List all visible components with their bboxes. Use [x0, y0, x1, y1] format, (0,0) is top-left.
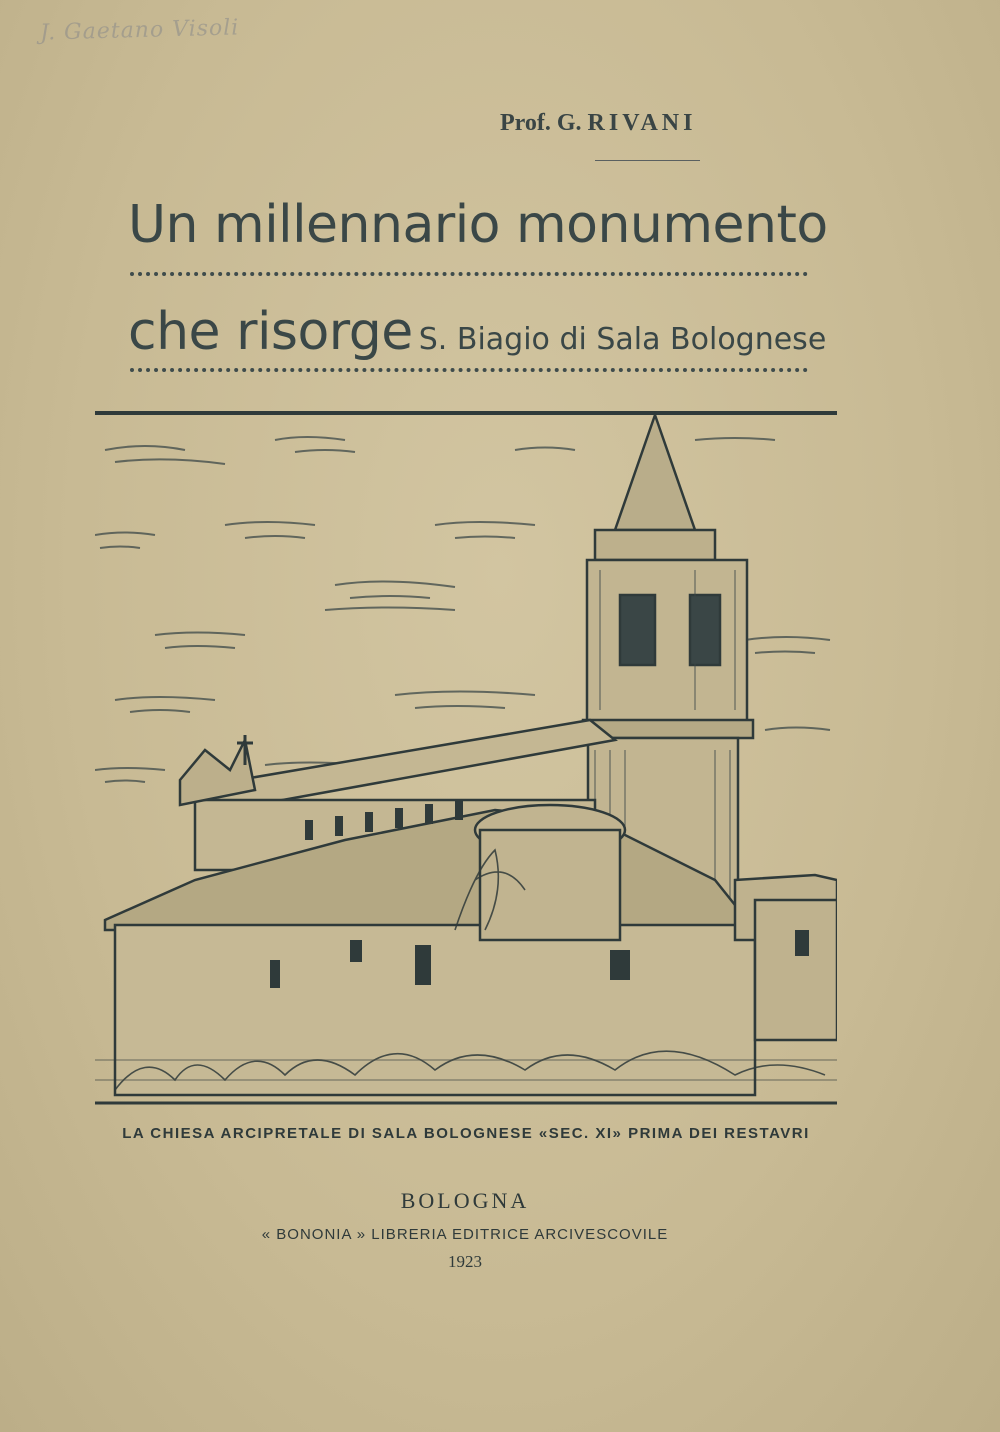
dotted-rule-bottom: [130, 368, 808, 372]
handwritten-inscription: J. Gaetano Visoli: [39, 15, 240, 46]
illustration-caption: LA CHIESA ARCIPRETALE DI SALA BOLOGNESE «SEC. XI» PRIMA DEI RESTAVRI: [122, 1125, 810, 1142]
title-line-2: [128, 302, 827, 362]
title-main: che risorge: [128, 302, 413, 362]
publication-city: BOLOGNA: [400, 1188, 530, 1213]
dotted-rule-top: [130, 272, 808, 276]
author-divider: [595, 160, 700, 161]
publisher-name: « BONONIA » LIBRERIA EDITRICE ARCIVESCOVILE: [261, 1226, 669, 1243]
author-line: [500, 110, 820, 137]
author-name: RIVANI: [587, 110, 697, 136]
church-illustration: [95, 410, 837, 1105]
title-line-1: Un millennario monumento: [128, 195, 828, 255]
title-subtitle: S. Biagio di Sala Bolognese: [418, 322, 827, 357]
publication-year: 1923: [448, 1252, 482, 1271]
author-prefix: Prof. G.: [500, 110, 582, 136]
